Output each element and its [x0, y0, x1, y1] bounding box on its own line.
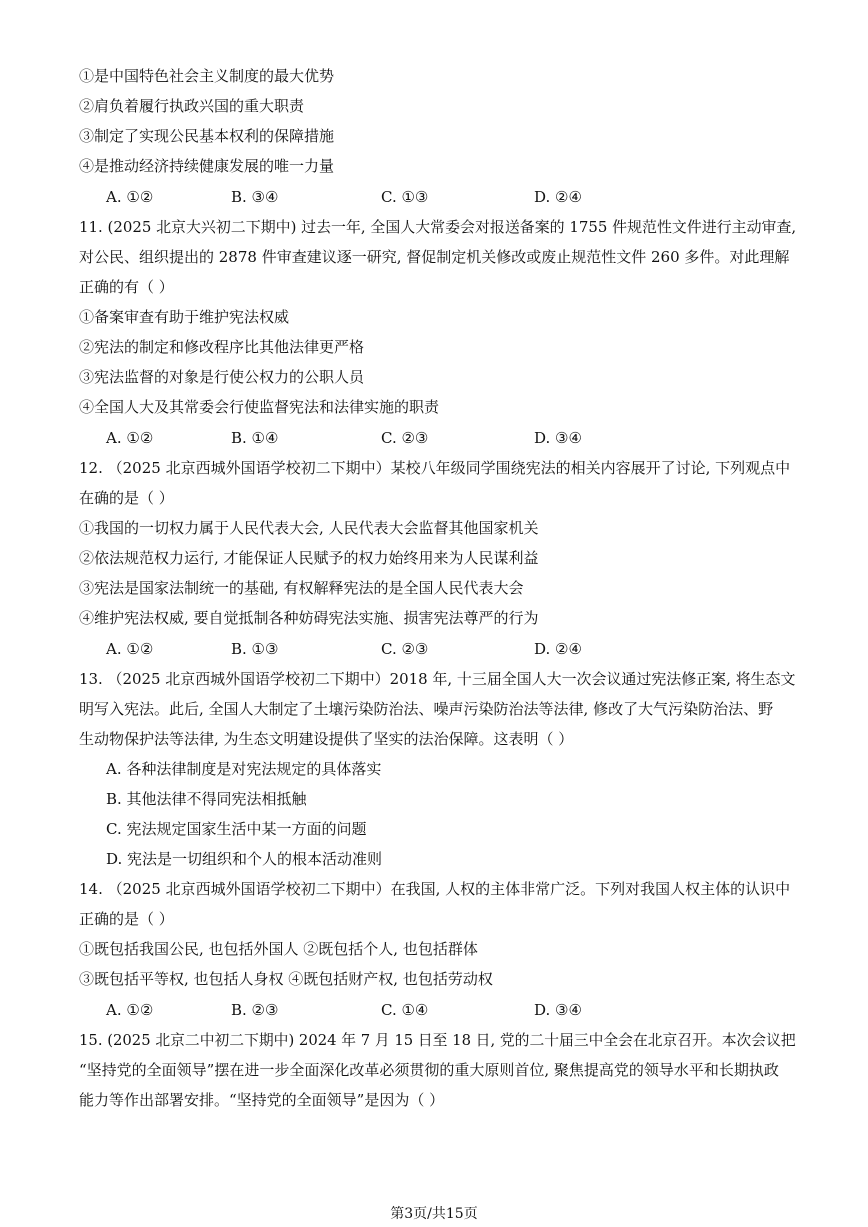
statement-item: ②宪法的制定和修改程序比其他法律更严格: [79, 338, 365, 356]
statement-item: ④维护宪法权威, 要自觉抵制各种妨碍宪法实施、损害宪法尊严的行为: [79, 609, 539, 627]
question-stem-line: 对公民、组织提出的 2878 件审查建议逐一研究, 督促制定机关修改或废止规范性文件 260 多件。对此理解: [79, 248, 790, 266]
option-d: D. 宪法是一切组织和个人的根本活动准则: [106, 850, 383, 868]
option-c: C. ①④: [381, 1001, 429, 1019]
option-d: D. ③④: [534, 429, 582, 447]
statement-item: ①是中国特色社会主义制度的最大优势: [79, 67, 335, 85]
statement-item: ③既包括平等权, 也包括人身权 ④既包括财产权, 也包括劳动权: [79, 970, 493, 988]
option-d: D. ②④: [534, 640, 582, 658]
question-stem-line: 正确的是（ ）: [79, 910, 174, 928]
option-a: A. ①②: [106, 188, 154, 206]
option-c: C. ②③: [381, 640, 429, 658]
question-stem-line: 明写入宪法。此后, 全国人大制定了土壤污染防治法、噪声污染防治法等法律, 修改了大气污染防治法、野: [79, 700, 774, 718]
option-c: C. 宪法规定国家生活中某一方面的问题: [106, 820, 367, 838]
question-stem-line: 14. （2025 北京西城外国语学校初二下期中）在我国, 人权的主体非常广泛。下列对我国人权主体的认识中: [79, 880, 791, 898]
statement-item: ①我国的一切权力属于人民代表大会, 人民代表大会监督其他国家机关: [79, 519, 539, 537]
option-a: A. ①②: [106, 1001, 154, 1019]
answer-options: [106, 428, 706, 448]
option-a: A. 各种法律制度是对宪法规定的具体落实: [106, 760, 382, 778]
question-stem-line: 15. (2025 北京二中初二下期中) 2024 年 7 月 15 日至 18 日, 党的二十届三中全会在北京召开。本次会议把: [79, 1031, 796, 1049]
question-stem-line: 正确的有（ ）: [79, 278, 174, 296]
statement-item: ①既包括我国公民, 也包括外国人 ②既包括个人, 也包括群体: [79, 940, 478, 958]
answer-options: [106, 639, 706, 659]
option-c: C. ②③: [381, 429, 429, 447]
option-d: D. ③④: [534, 1001, 582, 1019]
option-d: D. ②④: [534, 188, 582, 206]
option-b: B. 其他法律不得同宪法相抵触: [106, 790, 307, 808]
statement-item: ③宪法监督的对象是行使公权力的公职人员: [79, 368, 365, 386]
answer-options: [106, 1000, 706, 1020]
statement-item: ②肩负着履行执政兴国的重大职责: [79, 97, 305, 115]
option-a: A. ①②: [106, 429, 154, 447]
option-b: B. ①③: [231, 640, 279, 658]
option-b: B. ②③: [231, 1001, 279, 1019]
question-stem-line: 能力等作出部署安排。“坚持党的全面领导”是因为（ ）: [79, 1091, 445, 1109]
answer-options: [106, 187, 706, 207]
option-c: C. ①③: [381, 188, 429, 206]
question-stem-line: 11. (2025 北京大兴初二下期中) 过去一年, 全国人大常委会对报送备案的 1755 件规范性文件进行主动审查,: [79, 218, 797, 236]
statement-item: ④全国人大及其常委会行使监督宪法和法律实施的职责: [79, 398, 440, 416]
question-stem-line: “坚持党的全面领导”摆在进一步全面深化改革必须贯彻的重大原则首位, 聚焦提高党的领导水平和长期执政: [79, 1061, 779, 1079]
option-b: B. ③④: [231, 188, 279, 206]
question-stem-line: 12. （2025 北京西城外国语学校初二下期中）某校八年级同学围绕宪法的相关内容展开了讨论, 下列观点中: [79, 459, 791, 477]
statement-item: ①备案审查有助于维护宪法权威: [79, 308, 290, 326]
question-stem-line: 13. （2025 北京西城外国语学校初二下期中）2018 年, 十三届全国人大一次会议通过宪法修正案, 将生态文: [79, 670, 796, 688]
option-a: A. ①②: [106, 640, 154, 658]
question-stem-line: 在确的是（ ）: [79, 489, 174, 507]
statement-item: ④是推动经济持续健康发展的唯一力量: [79, 157, 335, 175]
question-stem-line: 生动物保护法等法律, 为生态文明建设提供了坚实的法治保障。这表明（ ）: [79, 730, 574, 748]
option-b: B. ①④: [231, 429, 279, 447]
page-number: 第3页/共15页: [390, 1206, 478, 1222]
statement-item: ③宪法是国家法制统一的基础, 有权解释宪法的是全国人民代表大会: [79, 579, 524, 597]
statement-item: ②依法规范权力运行, 才能保证人民赋予的权力始终用来为人民谋利益: [79, 549, 539, 567]
statement-item: ③制定了实现公民基本权利的保障措施: [79, 127, 335, 145]
